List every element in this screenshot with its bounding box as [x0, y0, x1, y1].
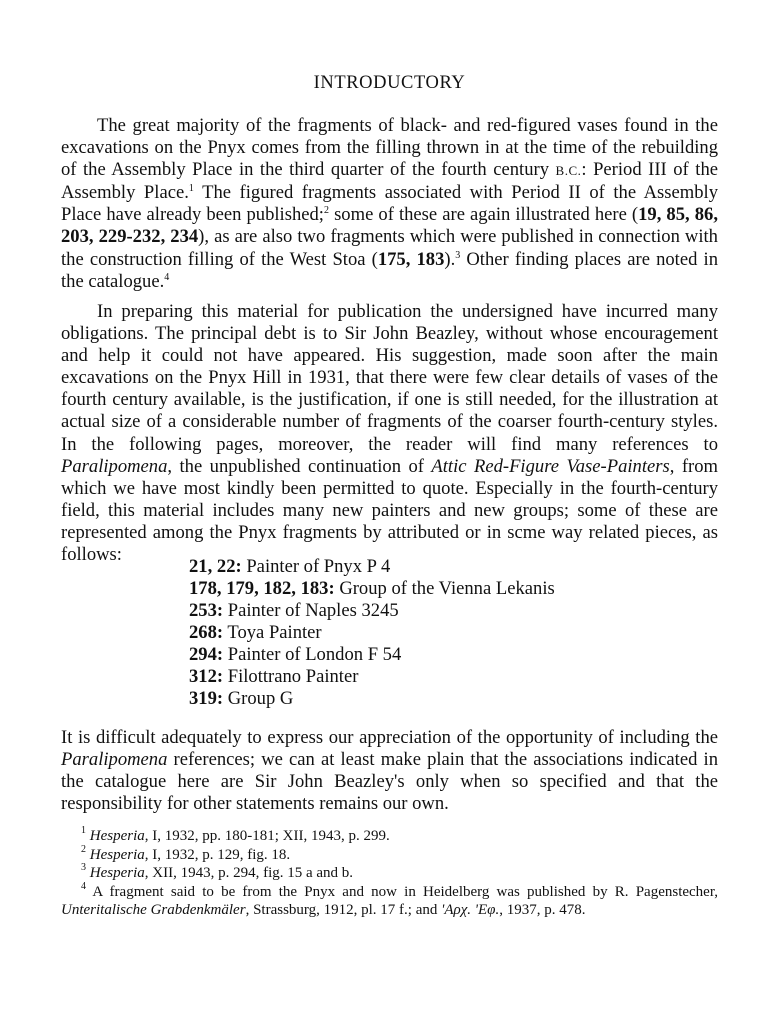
attribution-numbers: 253 — [189, 600, 217, 621]
attribution-numbers: 319 — [189, 688, 217, 709]
citation-text: , Strassburg, 1912, pl. 17 f.; and — [245, 902, 442, 919]
attribution-name: Painter of London F 54 — [227, 644, 402, 665]
text-run: The great majority of the fragments of black- and red-figured vases found in the excavations on the Pnyx comes from the filling thrown in at the time of the rebuilding of the Assembly Place in the third quarter of the fourth century — [61, 115, 718, 181]
citation-text: A fragment said to be from the Pnyx and now in Heidelberg was published by R. Pagenstecher, — [92, 883, 718, 900]
attribution-numbers: 268 — [189, 622, 217, 643]
attribution-name: Group G — [227, 688, 294, 709]
paragraph-3 — [61, 727, 718, 815]
footnote — [61, 843, 718, 865]
footnote-ref-4[interactable]: 4 — [164, 271, 170, 283]
text-run: : Period III of the Assembly Place. — [61, 159, 718, 204]
catalogue-refs: 175, 183 — [377, 248, 445, 270]
journal-title: Hesperia — [89, 828, 145, 844]
footnote-number: 1 — [81, 825, 86, 836]
text-run: , the unpublished continuation of — [167, 455, 432, 477]
attribution-numbers: 312 — [189, 666, 217, 687]
text-run: , from which we have most kindly been permitted to quote. Especially in the fourth-century field, this material includes many new painters and new groups; some of these are represented among the Pnyx fragments by attributed or in scme way related pieces, as follows: — [61, 455, 718, 566]
footnotes — [61, 827, 718, 920]
footnote-ref-3[interactable]: 3 — [455, 249, 461, 261]
attribution-row: 178, 179, 182, 183: Group of the Vienna Lekanis — [189, 578, 555, 599]
attribution-row: 21, 22: Painter of Pnyx P 4 — [189, 556, 391, 577]
footnote-number: 4 — [81, 880, 86, 892]
attribution-row: 319: Group G — [189, 688, 294, 709]
attribution-numbers: 21, 22 — [189, 556, 236, 577]
text-run: Other finding places are noted in the catalogue. — [61, 248, 718, 292]
attribution-numbers: 294 — [189, 644, 217, 665]
attribution-name: Group of the Vienna Lekanis — [339, 578, 555, 599]
citation-text: , I, 1932, pp. 180-181; XII, 1943, p. 299. — [144, 828, 390, 844]
attribution-row: 312: Filottrano Painter — [189, 666, 359, 687]
footnote — [61, 880, 718, 920]
attribution-name: Filottrano Painter — [227, 666, 359, 687]
italic-title: Paralipomena — [61, 749, 168, 771]
greek-journal-title: 'Αρχ. 'Εφ. — [441, 902, 500, 919]
attribution-numbers: 178, 179, 182, 183 — [189, 578, 329, 599]
italic-title: Attic Red-Figure Vase-Painters — [431, 455, 670, 477]
attribution-name: Painter of Pnyx P 4 — [246, 556, 391, 577]
citation-text: , XII, 1943, p. 294, fig. 15 a and b. — [144, 865, 354, 882]
footnote-number: 2 — [81, 843, 86, 855]
attribution-row: 294: Painter of London F 54 — [189, 644, 402, 665]
citation-text: , I, 1932, p. 129, fig. 18. — [144, 846, 291, 863]
footnote-ref-2[interactable]: 2 — [323, 205, 329, 217]
text-run: ), as are also two fragments which were published in connection with the construction filling of the West Stoa ( — [61, 226, 718, 270]
journal-title: Hesperia — [89, 846, 145, 863]
text-run: some of these are again illustrated here ( — [328, 204, 639, 226]
text-run: In preparing this material for publication the undersigned have incurred many obligations. The principal debt is to Sir John Beazley, without whose encouragement and help it could not have appeared. His suggestion, made soon after the main excavations on the Pnyx Hill in 1931, that there were few clear details of vases of the fourth century available, is the justification, if one is still needed, for the illustration at actual size of a considerable number of fragments of the coarser fourth-century styles. In the following pages, moreover, the reader will find many references to — [61, 301, 718, 455]
footnote-number: 3 — [81, 862, 86, 874]
footnote — [61, 864, 718, 883]
text-run: It is difficult adequately to express our appreciation of the opportunity of including the — [61, 727, 718, 748]
attribution-name: Painter of Naples 3245 — [227, 600, 399, 621]
attribution-row: 268: Toya Painter — [189, 622, 322, 643]
paragraph-1 — [61, 115, 718, 293]
book-title: Unteritalische Grabdenkmäler — [61, 902, 246, 919]
footnote-ref-1[interactable]: 1 — [188, 183, 194, 195]
citation-text: , 1937, p. 478. — [499, 902, 586, 919]
text-run: The figured fragments associated with Period II of the Assembly Place have already been published; — [61, 182, 719, 226]
text-run: ). — [444, 248, 456, 270]
page-title: INTRODUCTORY — [313, 73, 466, 93]
footnote — [61, 827, 718, 846]
text-run: references; we can at least make plain that the associations indicated in the catalogue here are Sir John Beazley's only when so specified and that the responsibility for other statements remains our own. — [61, 749, 718, 815]
italic-title: Paralipomena — [61, 455, 168, 477]
catalogue-refs: 19, 85, 86, 203, 229-232, 234 — [61, 204, 718, 248]
era-abbreviation: B.C. — [555, 163, 582, 179]
attribution-list — [189, 556, 709, 710]
paragraph-2 — [61, 301, 718, 566]
attribution-name: Toya Painter — [227, 622, 322, 643]
journal-title: Hesperia — [89, 865, 145, 882]
attribution-row: 253: Painter of Naples 3245 — [189, 600, 399, 621]
